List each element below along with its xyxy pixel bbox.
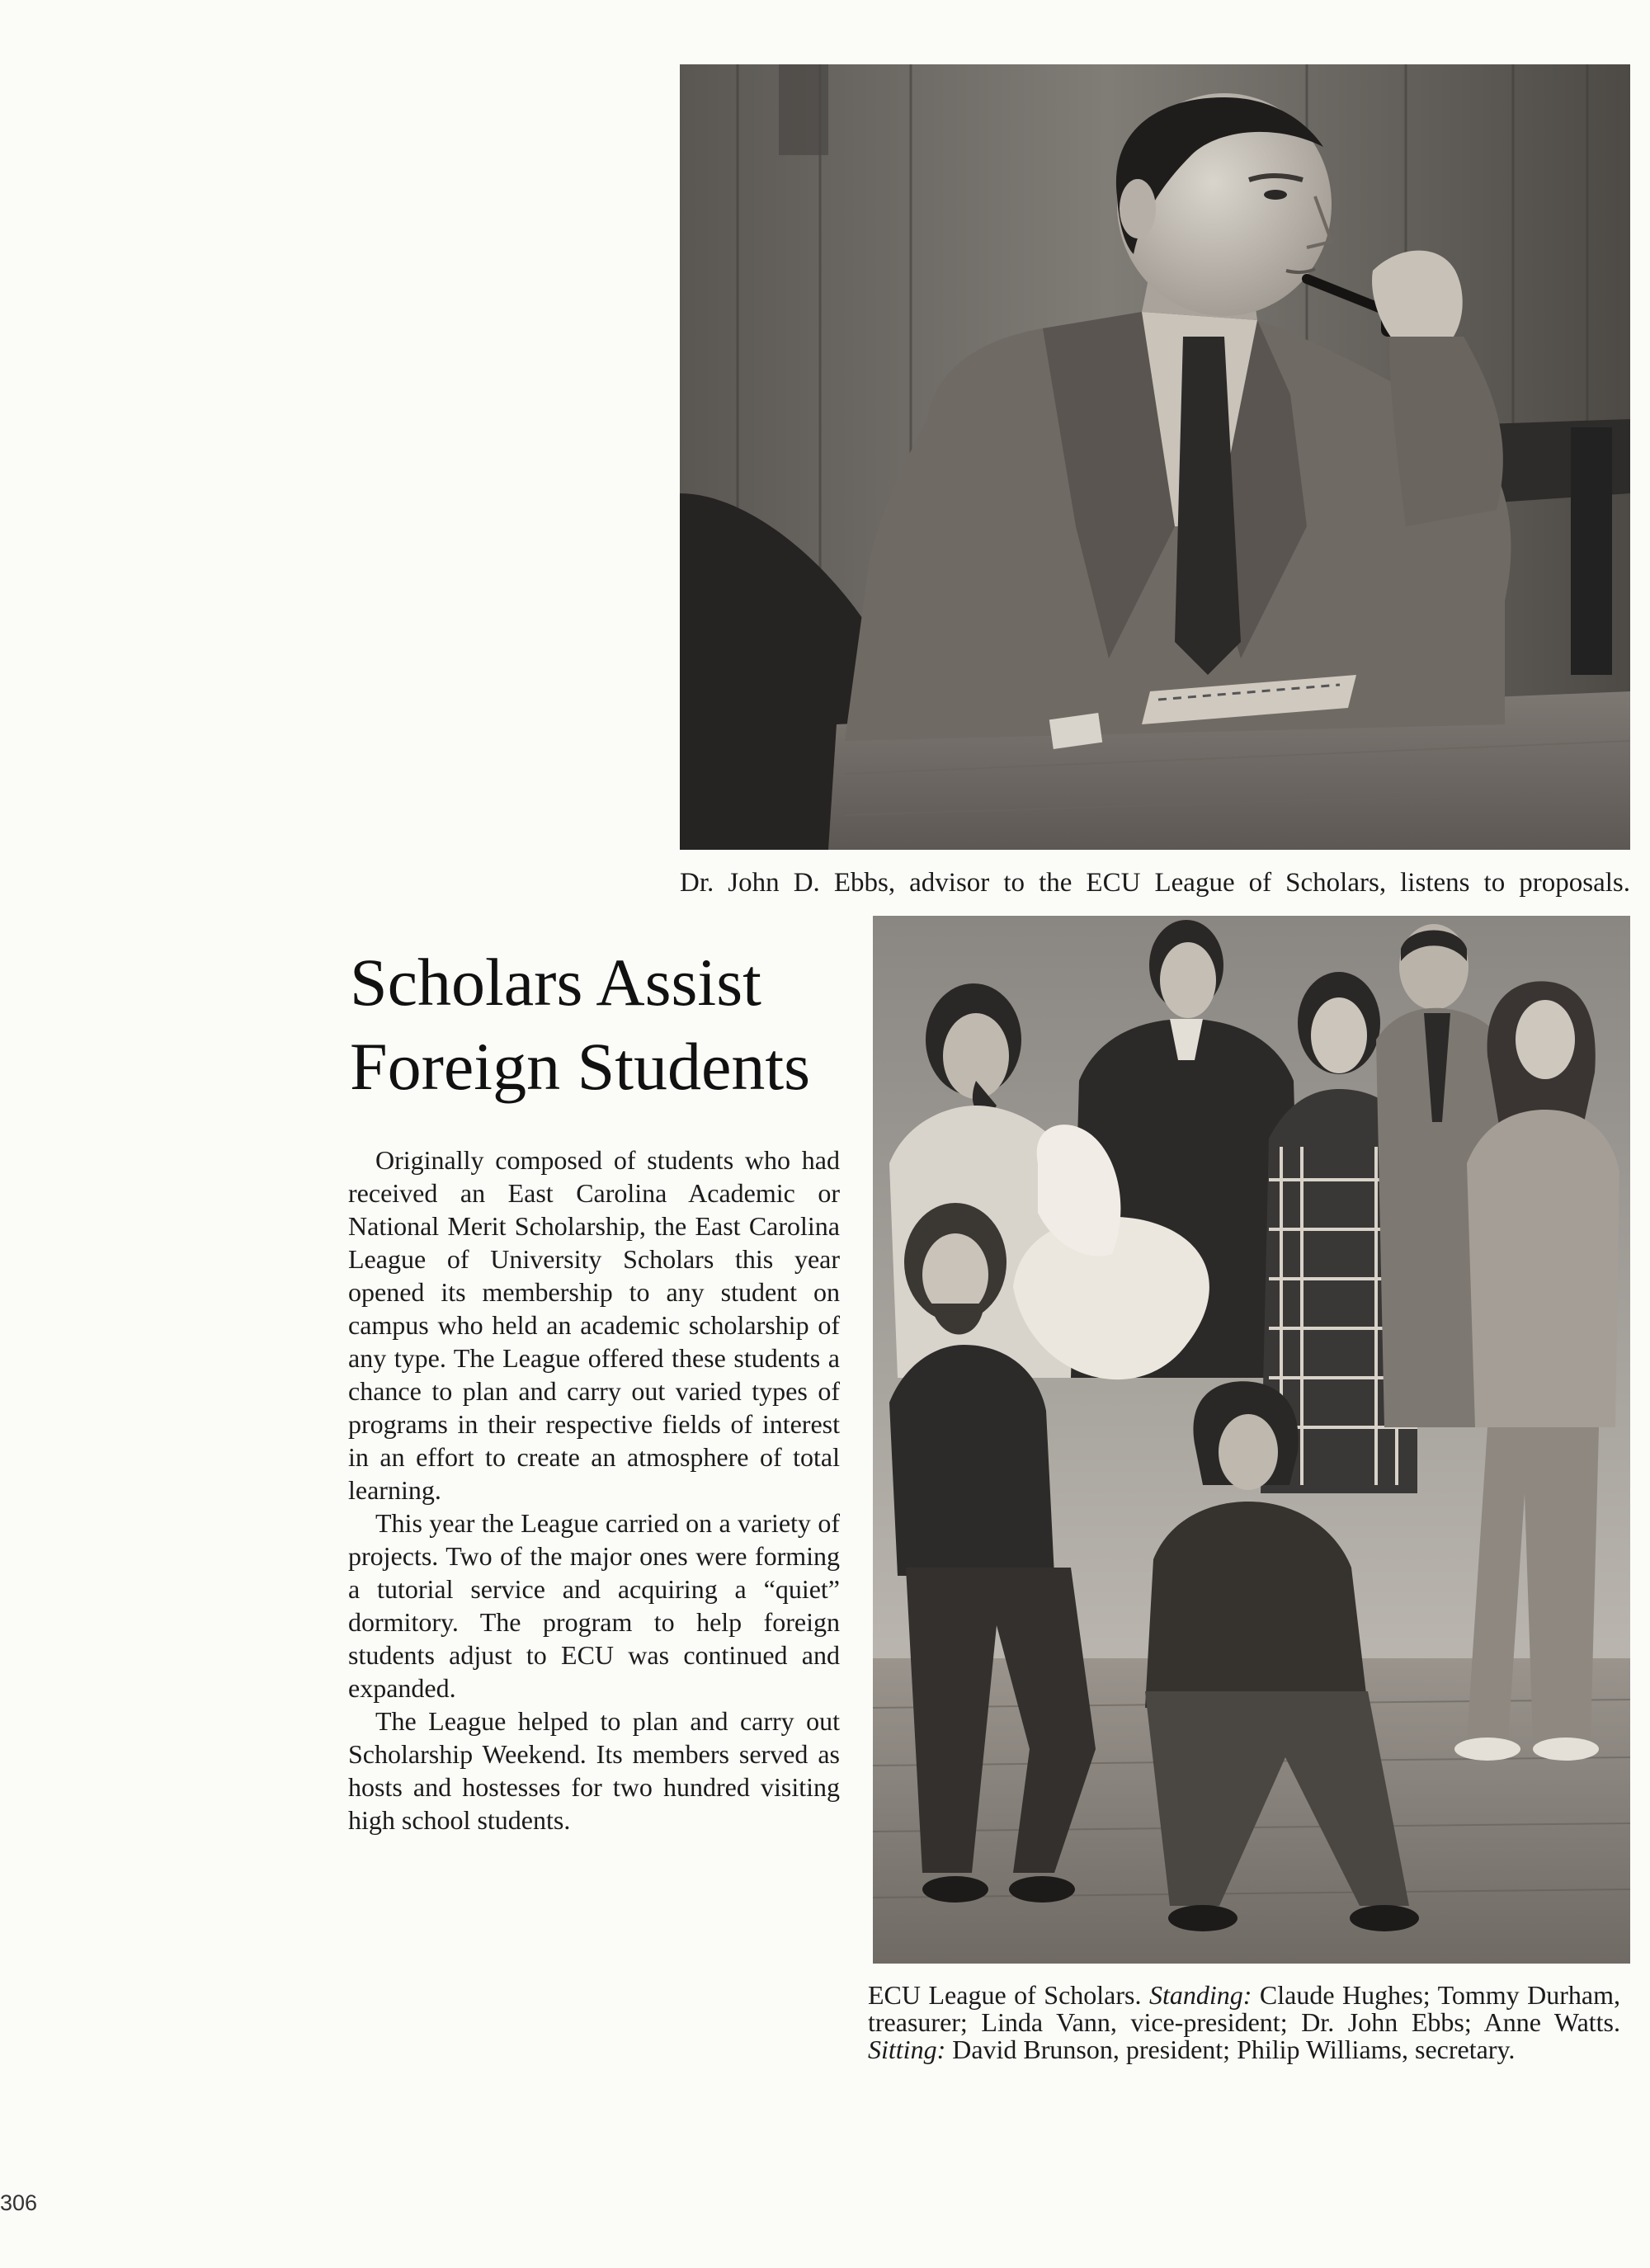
article-headline bbox=[350, 941, 853, 1109]
advisor-photo bbox=[680, 64, 1630, 850]
article-paragraph: Originally composed of students who had received an East Carolina Academic or National Merit Scholarship, the East Carolina League of University Scholars this year opened its membership to any student on campus who held an academic scholarship of any type. The League offered these students a chance to plan and carry out varied types of programs in their respective fields of interest in an effort to create an atmosphere of total learning. bbox=[348, 1145, 840, 1505]
headline-line-1: Scholars Assist bbox=[350, 945, 761, 1020]
group-photo-caption bbox=[868, 1982, 1620, 2063]
article-paragraph: This year the League carried on a variety of projects. Two of the major ones were forming a tutorial service and acquiring a “quiet” dormitory. The program to help foreign students adjust to ECU was continued and expanded. bbox=[348, 1508, 840, 1703]
league-group-photo bbox=[873, 916, 1630, 1964]
advisor-photo-caption: Dr. John D. Ebbs, advisor to the ECU League of Scholars, listens to proposals. bbox=[680, 868, 1630, 898]
page-number: 306 bbox=[0, 2190, 38, 2215]
standing-names: Claude Hughes; Tommy Durham, treasurer; Linda Vann, vice-president; Dr. John Ebbs; Anne Watts. bbox=[868, 1980, 1620, 2037]
sitting-label: Sitting: bbox=[868, 2035, 946, 2064]
caption-prefix: ECU League of Scholars. bbox=[868, 1980, 1142, 2010]
article-paragraph: The League helped to plan and carry out Scholarship Weekend. Its members served as hosts and hostesses for two hundred visiting high school students. bbox=[348, 1706, 840, 1835]
article-body bbox=[348, 1143, 840, 1837]
sitting-names: David Brunson, president; Philip Williams, secretary. bbox=[952, 2035, 1516, 2064]
standing-label: Standing: bbox=[1148, 1980, 1252, 2010]
headline-line-2: Foreign Students bbox=[350, 1029, 811, 1104]
